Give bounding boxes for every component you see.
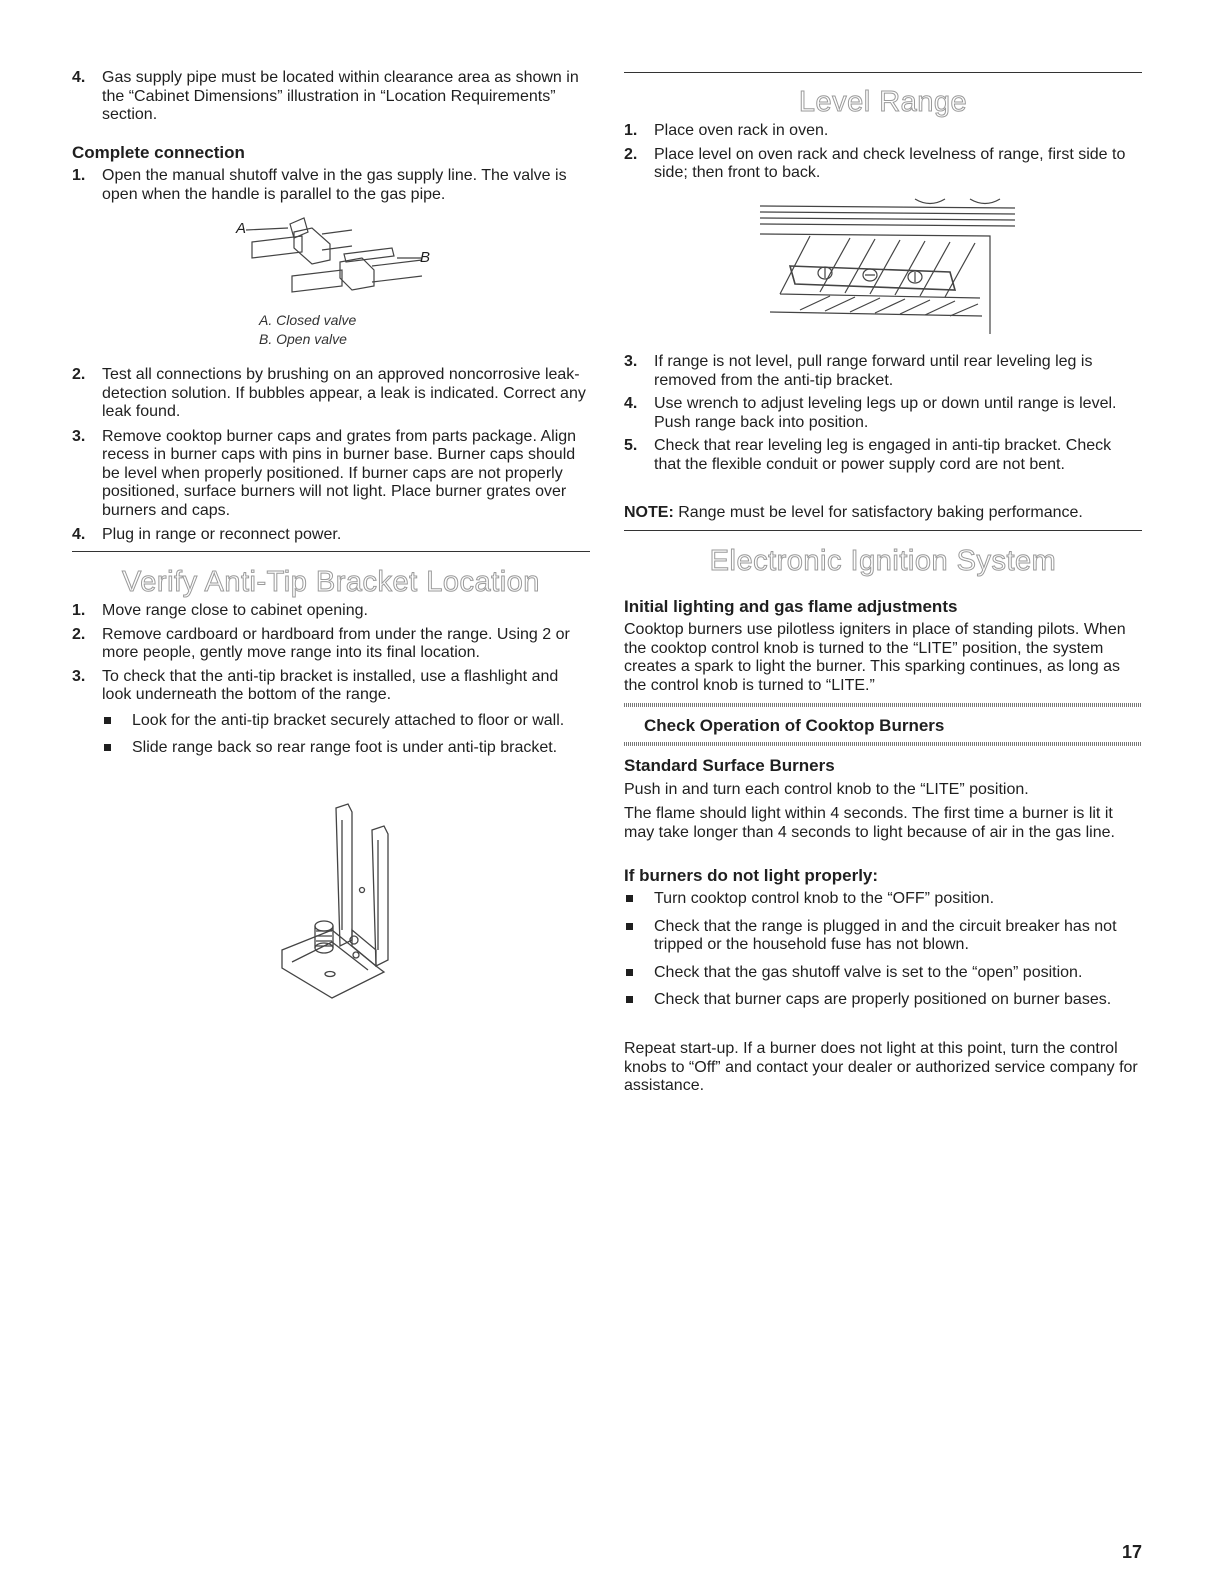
list-item: 3. Remove cooktop burner caps and grates from parts package. Align recess in burner caps with pins in burner base. Burner caps should be level when properly positioned. If burner caps are not properly positioned, surface burners will not light. Place burner grates over burners and caps.	[72, 427, 577, 519]
ignition-paragraph: Cooktop burners use pilotless igniters in place of standing pilots. When the cooktop control knob is turned to the “LITE” position, the system creates a spark to light the burner. This sparking continues, as long as the control knob is turned to “LITE.”	[624, 621, 1126, 694]
complete-connection-heading: Complete connection	[72, 143, 245, 162]
divider	[624, 72, 1142, 73]
valve-illustration	[232, 214, 432, 304]
list-item: 1. Move range close to cabinet opening.	[72, 602, 368, 619]
list-item: 2. Test all connections by brushing on an approved noncorrosive leak-detection solution. If bubbles appear, a leak is indicated. Correct any leak found.	[72, 366, 586, 420]
list-item: Slide range back so rear range foot is under anti-tip bracket.	[102, 739, 590, 758]
level-range-title: Level Range	[798, 86, 968, 118]
list-item: Turn cooktop control knob to the “OFF” position.	[624, 890, 1142, 909]
level-steps-b	[624, 353, 1142, 474]
list-item: Check that burner caps are properly positioned on burner bases.	[624, 991, 1142, 1010]
list-item: 3. To check that the anti-tip bracket is installed, use a flashlight and look underneath the bottom of the range.	[72, 667, 559, 703]
standard-paragraph-1: Push in and turn each control knob to the “LITE” position.	[624, 781, 1029, 798]
divider	[72, 551, 590, 552]
valve-caption	[259, 311, 356, 349]
connection-step-1	[72, 167, 590, 204]
level-steps-a	[624, 122, 1142, 183]
list-item: 1. Place oven rack in oven.	[624, 122, 829, 139]
bracket-figure	[272, 800, 402, 1005]
caption-closed-valve: A. Closed valve	[259, 312, 357, 328]
hatch-divider	[624, 742, 1142, 746]
oven-level-illustration	[750, 194, 1020, 342]
anti-tip-bullets	[102, 712, 590, 757]
caption-open-valve: B. Open valve	[259, 331, 347, 347]
label-b: B	[420, 249, 431, 266]
standard-burners-heading: Standard Surface Burners	[624, 756, 835, 775]
closing-paragraph: Repeat start-up. If a burner does not light at this point, turn the control knobs to “Off” and contact your dealer or authorized service company for assistance.	[624, 1040, 1138, 1094]
list-item: 3. If range is not level, pull range forward until rear leveling leg is removed from the anti-tip bracket.	[624, 353, 1093, 389]
intro-list	[72, 69, 590, 125]
burner-troubleshooting-list	[624, 890, 1142, 1010]
list-item: 4. Plug in range or reconnect power.	[72, 526, 342, 543]
initial-lighting-heading: Initial lighting and gas flame adjustments	[624, 597, 958, 616]
divider	[624, 530, 1142, 531]
anti-tip-steps	[72, 602, 590, 705]
page-number: 17	[1121, 1542, 1142, 1562]
hatch-divider	[624, 703, 1142, 707]
list-item: 2. Place level on oven rack and check levelness of range, first side to side; then front to back.	[624, 145, 1126, 181]
list-item: 2. Remove cardboard or hardboard from under the range. Using 2 or more people, gently move range into its final location.	[72, 625, 570, 661]
list-item: 5. Check that rear leveling leg is engaged in anti-tip bracket. Check that the flexible conduit or power supply cord are not bent.	[624, 437, 1112, 473]
check-operation-heading: Check Operation of Cooktop Burners	[644, 716, 945, 735]
if-burners-heading: If burners do not light properly:	[624, 866, 879, 885]
standard-paragraph-2: The flame should light within 4 seconds. The first time a burner is lit it may take longer than 4 seconds to light because of air in the gas line.	[624, 805, 1115, 841]
list-item: 4. Gas supply pipe must be located within clearance area as shown in the “Cabinet Dimensions” illustration in “Location Requirements” section.	[72, 69, 579, 123]
label-a: A	[236, 220, 247, 237]
anti-tip-bracket-illustration	[272, 800, 402, 1005]
level-figure	[750, 194, 1020, 342]
gas-valve-figure	[232, 214, 432, 304]
list-item: Check that the gas shutoff valve is set to the “open” position.	[624, 964, 1142, 983]
level-note: NOTE: Range must be level for satisfactory baking performance.	[624, 504, 1083, 521]
list-item: 1. Open the manual shutoff valve in the gas supply line. The valve is open when the handle is parallel to the gas pipe.	[72, 167, 567, 203]
connection-steps	[72, 366, 590, 545]
list-item: 4. Use wrench to adjust leveling legs up or down until range is level. Push range back into position.	[624, 395, 1117, 431]
ignition-title: Electronic Ignition System	[709, 545, 1057, 577]
list-item: Look for the anti-tip bracket securely attached to floor or wall.	[102, 712, 590, 731]
list-item: Check that the range is plugged in and the circuit breaker has not tripped or the household fuse has not blown.	[624, 918, 1142, 955]
anti-tip-title: Verify Anti-Tip Bracket Location	[122, 566, 540, 598]
